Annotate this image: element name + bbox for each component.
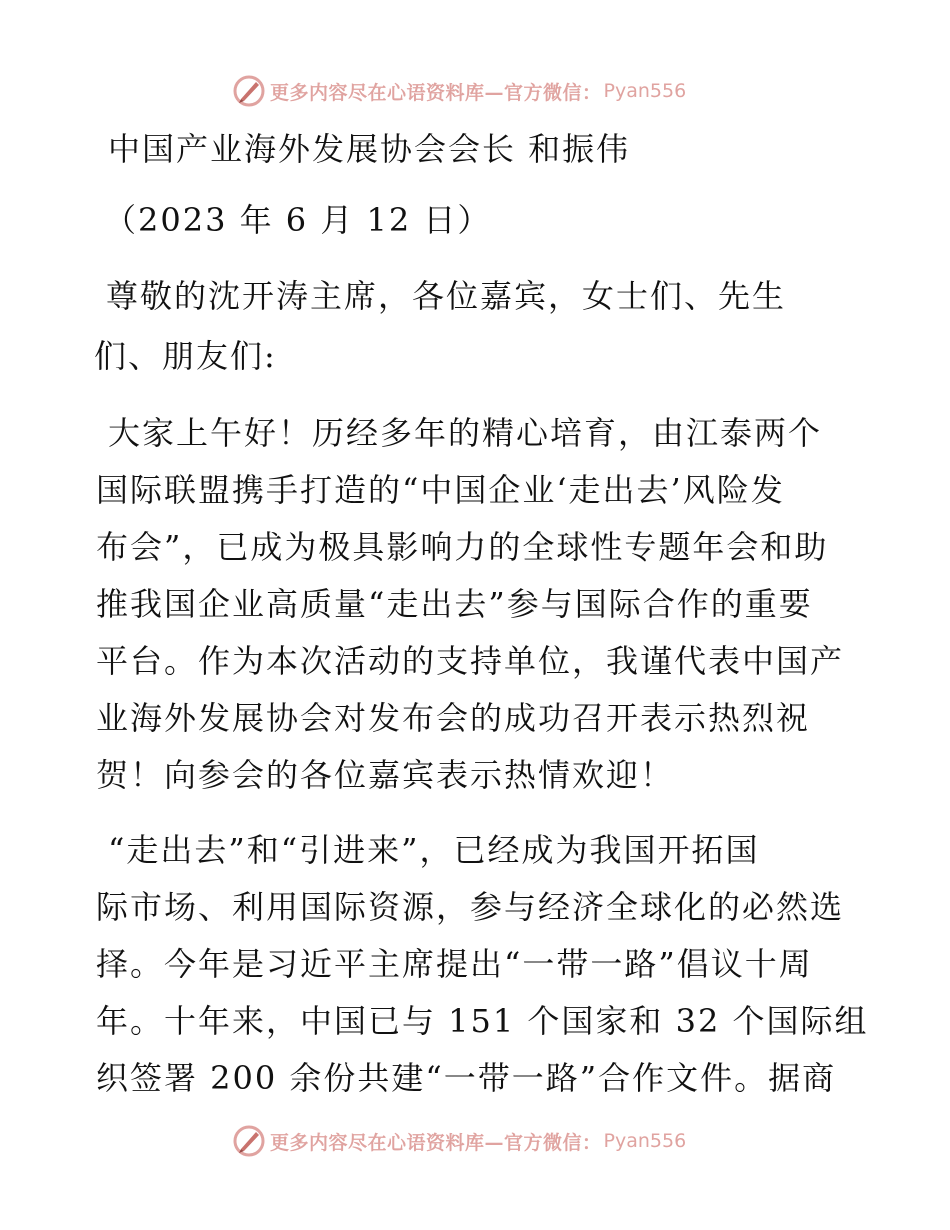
speaker-heading: 中国产业海外发展协会会长 和振伟: [108, 130, 631, 168]
watermark-text: 更多内容尽在心语资料库—官方微信：: [270, 81, 602, 104]
paragraph-1-line: 大家上午好！历经多年的精心培育，由江泰两个: [108, 414, 823, 452]
paragraph-2-line: 际市场、利用国际资源，参与经济全球化的必然选: [96, 888, 845, 926]
paragraph-1-line: 推我国企业高质量“走出去”参与国际合作的重要: [96, 585, 813, 623]
paragraph-1-line: 布会”，已成为极具影响力的全球性专题年会和助: [96, 528, 829, 566]
watermark-header: [232, 74, 686, 108]
salutation-line: 尊敬的沈开涛主席，各位嘉宾，女士们、先生: [106, 277, 787, 315]
watermark-account: Pyan556: [603, 80, 687, 102]
paragraph-1-line: 平台。作为本次活动的支持单位，我谨代表中国产: [96, 642, 845, 680]
quill-pen-logo-icon: [232, 74, 266, 108]
speech-date: （2023 年 6 月 12 日）: [104, 201, 492, 239]
paragraph-2-line: 织签署 200 余份共建“一带一路”合作文件。据商: [96, 1059, 837, 1097]
salutation-line: 们、朋友们:: [94, 337, 277, 375]
watermark-text: 更多内容尽在心语资料库—官方微信：: [270, 1131, 602, 1154]
paragraph-2-line: 年。十年来，中国已与 151 个国家和 32 个国际组: [96, 1002, 869, 1040]
quill-pen-logo-icon: [232, 1124, 266, 1158]
paragraph-1-line: 业海外发展协会对发布会的成功召开表示热烈祝: [96, 699, 811, 737]
watermark-account: Pyan556: [603, 1130, 687, 1152]
watermark-footer: [232, 1124, 686, 1158]
paragraph-2-line: “走出去”和“引进来”，已经成为我国开拓国: [108, 831, 760, 869]
paragraph-1-line: 贺！向参会的各位嘉宾表示热情欢迎！: [96, 756, 675, 794]
paragraph-1-line: 国际联盟携手打造的“中国企业‘走出去’风险发: [96, 471, 785, 509]
paragraph-2-line: 择。今年是习近平主席提出“一带一路”倡议十周: [96, 945, 813, 983]
